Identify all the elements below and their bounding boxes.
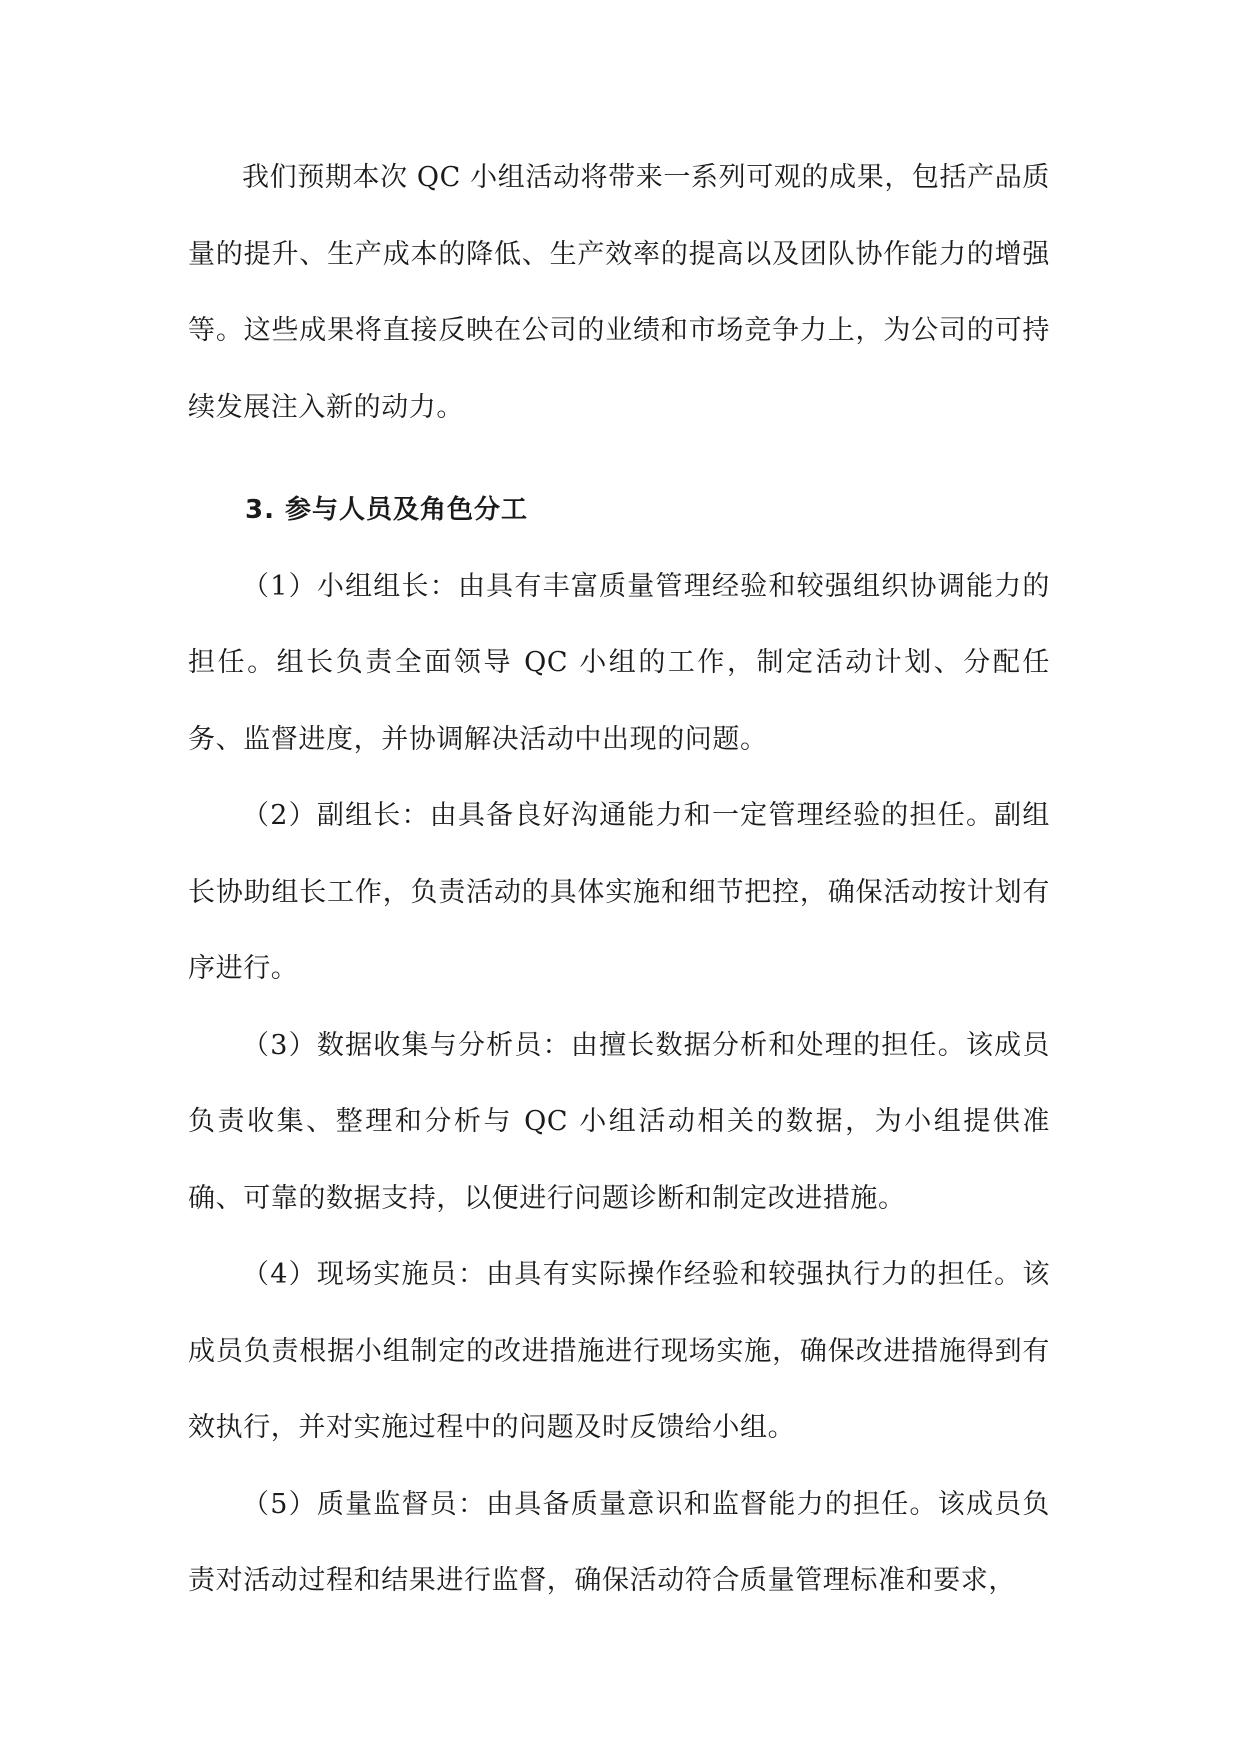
document-body [188,140,1050,1620]
role-paragraph-deputy: （2）副组长：由具备良好沟通能力和一定管理经验的担任。副组长协助组长工作，负责活动的具体实施和细节把控，确保活动按计划有序进行。 [188,800,1050,984]
role-paragraph-quality-supervisor: （5）质量监督员：由具备质量意识和监督能力的担任。该成员负责对活动过程和结果进行监督，确保活动符合质量管理标准和要求， [188,1488,1050,1596]
role-paragraph-field-implementer: （4）现场实施员：由具有实际操作经验和较强执行力的担任。该成员负责根据小组制定的改进措施进行现场实施，确保改进措施得到有效执行，并对实施过程中的问题及时反馈给小组。 [188,1259,1050,1443]
role-paragraph-leader: （1）小组组长：由具有丰富质量管理经验和较强组织协调能力的担任。组长负责全面领导 QC 小组的工作，制定活动计划、分配任务、监督进度，并协调解决活动中出现的问题。 [188,570,1050,755]
role-paragraph-data-analyst: （3）数据收集与分析员：由擅长数据分析和处理的担任。该成员负责收集、整理和分析与 QC 小组活动相关的数据，为小组提供准确、可靠的数据支持，以便进行问题诊断和制定改进措施。 [188,1029,1050,1214]
intro-paragraph: 我们预期本次 QC 小组活动将带来一系列可观的成果，包括产品质量的提升、生产成本的降低、生产效率的提高以及团队协作能力的增强等。这些成果将直接反映在公司的业绩和市场竞争力上，为公司的可持续发展注入新的动力。 [188,162,1050,423]
section-heading: 3. 参与人员及角色分工 [245,495,529,525]
